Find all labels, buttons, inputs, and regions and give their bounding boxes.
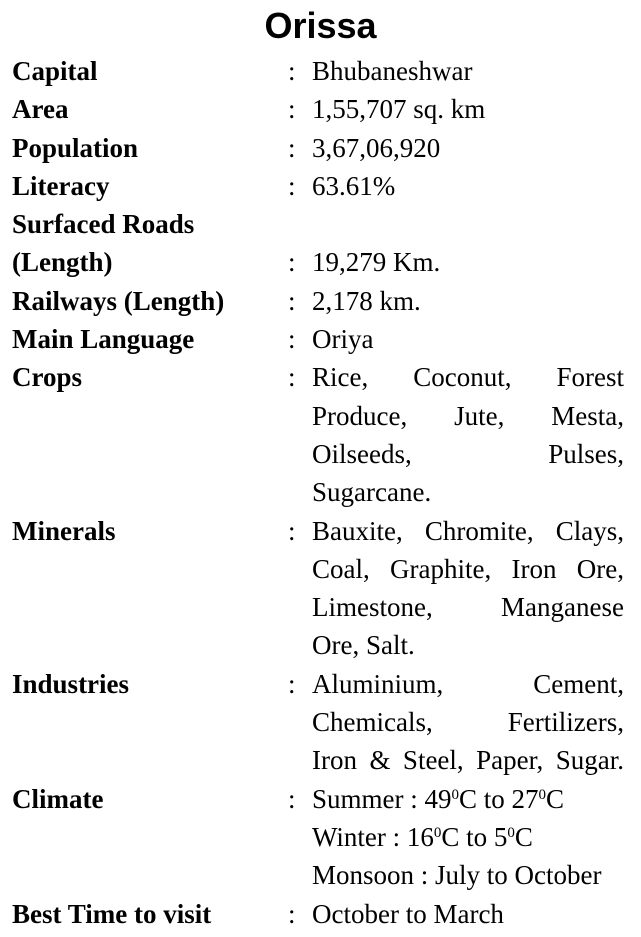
summer-text: Summer : 49 [312, 783, 452, 814]
row-capital [12, 52, 624, 90]
row-label: Main Language [12, 324, 195, 355]
row-value [312, 52, 624, 90]
degree-sup: 0 [538, 786, 547, 803]
row-best-time [12, 895, 624, 933]
separator: : [288, 324, 296, 355]
winter-text: Winter : 16 [312, 821, 434, 852]
separator: : [288, 898, 296, 929]
row-surfaced-roads [12, 205, 624, 243]
row-length [12, 243, 624, 281]
value-line: Aluminium, Cement, [312, 668, 624, 699]
value-line: 2,178 km. [312, 285, 421, 316]
row-value [312, 167, 624, 205]
row-industries [12, 665, 624, 780]
separator: : [288, 170, 296, 201]
value-line: October to March [312, 898, 504, 929]
row-label: Railways (Length) [12, 285, 225, 316]
row-label: Industries [12, 668, 130, 699]
row-value [312, 90, 624, 128]
row-value [312, 282, 624, 320]
row-value [312, 129, 624, 167]
row-label: Area [12, 94, 69, 125]
separator: : [288, 132, 296, 163]
value-line: 19,279 Km. [312, 247, 441, 278]
row-value [312, 320, 624, 358]
separator: : [288, 56, 296, 86]
value-line: 3,67,06,920 [312, 132, 441, 163]
climate-winter [312, 818, 624, 856]
summer-text: C to 27 [459, 783, 539, 814]
winter-text: C to 5 [441, 821, 508, 852]
row-value [312, 780, 624, 895]
row-value [312, 512, 624, 665]
row-literacy [12, 167, 624, 205]
degree-sup: 0 [433, 824, 442, 841]
value-line: 1,55,707 sq. km [312, 94, 486, 125]
page-title: Orissa [264, 5, 377, 46]
summer-text: C [546, 783, 565, 814]
row-climate [12, 780, 624, 895]
row-crops [12, 358, 624, 511]
degree-sup: 0 [507, 824, 515, 841]
climate-monsoon: Monsoon : July to October [312, 860, 602, 891]
separator: : [288, 362, 296, 393]
row-label: Climate [12, 783, 104, 814]
separator: : [288, 285, 296, 316]
row-label: Crops [12, 362, 83, 393]
value-line: Chemicals, Fertilizers, [312, 707, 624, 738]
value-line: Ore, Salt. [312, 630, 415, 661]
row-label: (Length) [12, 247, 113, 278]
row-railways [12, 282, 624, 320]
row-value [312, 205, 624, 243]
row-label: Capital [12, 56, 98, 86]
separator-empty [288, 205, 312, 243]
row-area [12, 90, 624, 128]
separator: : [288, 668, 296, 699]
value-line: Oilseeds, Pulses, [312, 438, 624, 469]
value-line: Coal, Graphite, Iron Ore, [312, 553, 624, 584]
row-main-language [12, 320, 624, 358]
value-line: Rice, Coconut, Forest [312, 362, 624, 393]
row-label: Population [12, 132, 139, 163]
separator: : [288, 247, 296, 278]
value-line: Bauxite, Chromite, Clays, [312, 515, 624, 546]
row-minerals [12, 512, 624, 665]
info-table [12, 52, 624, 933]
row-label: Best Time to visit [12, 898, 212, 929]
winter-text: C [514, 821, 533, 852]
separator: : [288, 94, 296, 125]
row-population [12, 129, 624, 167]
value-line: Oriya [312, 324, 374, 355]
row-value [312, 358, 624, 511]
row-label: Minerals [12, 515, 116, 546]
row-value [312, 243, 624, 281]
degree-sup: 0 [451, 786, 459, 803]
row-value [312, 665, 624, 780]
value-line: Bhubaneshwar [312, 56, 473, 86]
separator: : [288, 783, 296, 814]
value-line: Iron & Steel, Paper, Sugar. [312, 745, 624, 776]
value-line: Sugarcane. [312, 477, 432, 508]
separator: : [288, 515, 296, 546]
climate-summer [312, 780, 624, 818]
row-label: Surfaced Roads [12, 209, 195, 240]
value-line: Produce, Jute, Mesta, [312, 400, 624, 431]
value-line: 63.61% [312, 170, 396, 201]
row-label: Literacy [12, 170, 110, 201]
row-value [312, 895, 624, 933]
value-line: Limestone, Manganese [312, 592, 624, 623]
